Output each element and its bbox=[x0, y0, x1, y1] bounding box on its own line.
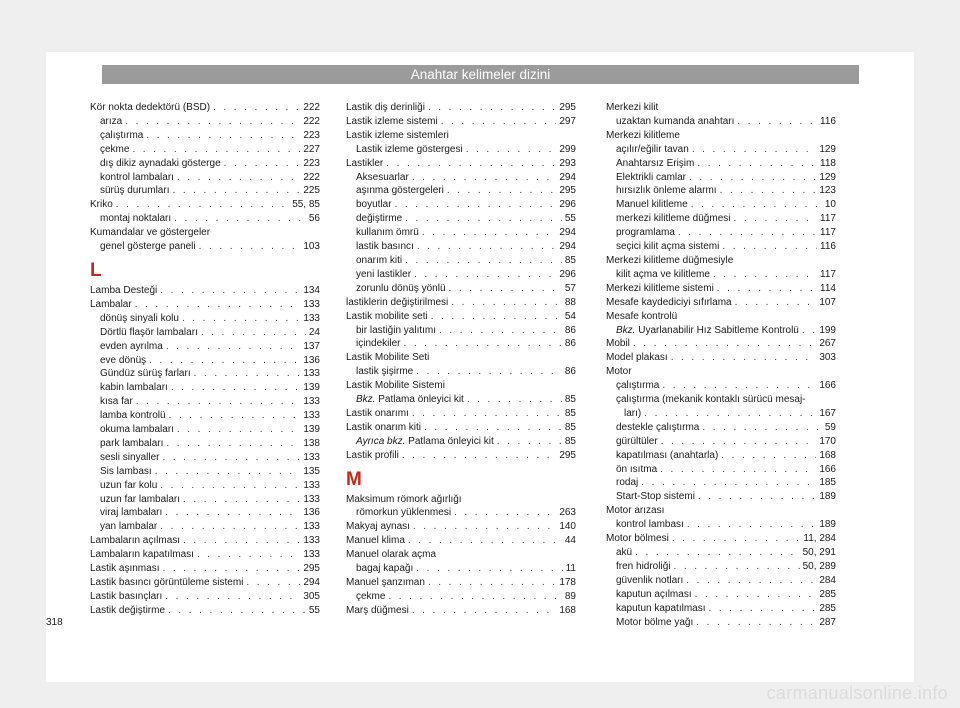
index-subentry: lastik basıncı . . . 294 bbox=[346, 240, 576, 254]
index-subentry: hırsızlık önleme alarmı . . . 123 bbox=[606, 184, 836, 198]
index-subentry: dönüş sinyali kolu . . . 133 bbox=[90, 312, 320, 326]
index-entry: Lastik değiştirme . . . 55 bbox=[90, 604, 320, 618]
index-subentry: rodaj . . . 185 bbox=[606, 476, 836, 490]
index-entry: Motor arızası bbox=[606, 505, 665, 517]
index-subentry: onarım kiti . . . 85 bbox=[346, 254, 576, 268]
index-subentry: uzun far lambaları . . . 133 bbox=[90, 493, 320, 507]
index-page bbox=[46, 52, 914, 682]
index-entry: Lastikler . . . 293 bbox=[346, 157, 576, 171]
index-subentry: ön ısıtma . . . 166 bbox=[606, 463, 836, 477]
index-subentry: yeni lastikler . . . 296 bbox=[346, 268, 576, 282]
index-entry: Lastik onarımı . . . 85 bbox=[346, 407, 576, 421]
index-entry: Lambalar . . . 133 bbox=[90, 298, 320, 312]
index-subentry: Aksesuarlar . . . 294 bbox=[346, 171, 576, 185]
index-subentry: kabin lambaları . . . 139 bbox=[90, 381, 320, 395]
index-column-1 bbox=[90, 101, 320, 618]
index-entry: Lastik Mobilite Sistemi bbox=[346, 380, 445, 392]
index-subentry: Gündüz sürüş farları . . . 133 bbox=[90, 367, 320, 381]
index-subentry: yan lambalar . . . 133 bbox=[90, 520, 320, 534]
index-entry: Lastik onarım kiti . . . 85 bbox=[346, 421, 576, 435]
index-entry: Kör nokta dedektörü (BSD) . . . 222 bbox=[90, 101, 320, 115]
page-number: 318 bbox=[46, 617, 63, 628]
index-subentry: Sis lambası . . . 135 bbox=[90, 465, 320, 479]
index-subentry: römorkun yüklenmesi . . . 263 bbox=[346, 506, 576, 520]
index-subentry: Manuel kilitleme . . . 10 bbox=[606, 198, 836, 212]
index-subentry: zorunlu dönüş yönlü . . . 57 bbox=[346, 282, 576, 296]
index-subentry: çalıştırma . . . 223 bbox=[90, 129, 320, 143]
index-subentry: Anahtarsız Erişim . . . 118 bbox=[606, 157, 836, 171]
index-subentry: park lambaları . . . 138 bbox=[90, 437, 320, 451]
index-entry: Makyaj aynası . . . 140 bbox=[346, 520, 576, 534]
index-entry: Mobil . . . 267 bbox=[606, 337, 836, 351]
index-subentry: lamba kontrolü . . . 133 bbox=[90, 409, 320, 423]
index-subentry: akü . . . 50, 291 bbox=[606, 546, 836, 560]
index-subentry: lastik şişirme . . . 86 bbox=[346, 365, 576, 379]
index-entry: Lambaların açılması . . . 133 bbox=[90, 534, 320, 548]
index-subentry: programlama . . . 117 bbox=[606, 226, 836, 240]
index-entry: lastiklerin değiştirilmesi . . . 88 bbox=[346, 296, 576, 310]
index-entry: Lastik izleme sistemi . . . 297 bbox=[346, 115, 576, 129]
index-entry: Lastik Mobilite Seti bbox=[346, 352, 430, 364]
index-entry: Mesafe kaydediciyi sıfırlama . . . 107 bbox=[606, 296, 836, 310]
index-subentry: dış dikiz aynadaki gösterge . . . 223 bbox=[90, 157, 320, 171]
index-subentry: Ayrıca bkz. Patlama önleyici kit . . . 85 bbox=[346, 435, 576, 449]
index-entry: Mesafe kontrolü bbox=[606, 310, 678, 322]
index-subentry: bagaj kapağı . . . 11 bbox=[346, 562, 576, 576]
index-subentry: Elektrikli camlar . . . 129 bbox=[606, 171, 836, 185]
index-subentry: arıza . . . 222 bbox=[90, 115, 320, 129]
index-entry: Merkezi kilitleme bbox=[606, 129, 680, 141]
index-subentry: Start-Stop sistemi . . . 189 bbox=[606, 490, 836, 504]
index-subentry: çekme . . . 89 bbox=[346, 590, 576, 604]
index-column-3 bbox=[606, 101, 836, 629]
index-entry: Maksimum römork ağırlığı bbox=[346, 493, 462, 505]
index-subentry: Dörtlü flaşör lambaları . . . 24 bbox=[90, 326, 320, 340]
index-column-2 bbox=[346, 101, 576, 618]
index-subentry: Bkz. Uyarlanabilir Hız Sabitleme Kontrolü . . . 199 bbox=[606, 324, 836, 338]
index-subentry: kontrol lambaları . . . 222 bbox=[90, 171, 320, 185]
index-subentry: uzaktan kumanda anahtarı . . . 116 bbox=[606, 115, 836, 129]
index-subentry: destekle çalıştırma . . . 59 bbox=[606, 421, 836, 435]
index-entry: Lastik basınçları . . . 305 bbox=[90, 590, 320, 604]
index-entry: Merkezi kilit bbox=[606, 102, 659, 113]
index-subentry: kilit açma ve kilitleme . . . 117 bbox=[606, 268, 836, 282]
index-subentry: içindekiler . . . 86 bbox=[346, 337, 576, 351]
index-subentry: güvenlik notları . . . 284 bbox=[606, 574, 836, 588]
index-subentry: viraj lambaları . . . 136 bbox=[90, 506, 320, 520]
index-entry: Lastik aşınması . . . 295 bbox=[90, 562, 320, 576]
index-subentry: gürültüler . . . 170 bbox=[606, 435, 836, 449]
index-subentry: fren hidroliği . . . 50, 289 bbox=[606, 560, 836, 574]
index-subentry: kontrol lambası . . . 189 bbox=[606, 518, 836, 532]
index-subentry: sürüş durumları . . . 225 bbox=[90, 184, 320, 198]
index-subentry: kaputun kapatılması . . . 285 bbox=[606, 602, 836, 616]
index-subentry: çalıştırma . . . 166 bbox=[606, 379, 836, 393]
index-subentry: açılır/eğilir tavan . . . 129 bbox=[606, 143, 836, 157]
index-entry: Lastik izleme sistemleri bbox=[346, 129, 449, 141]
index-subentry: bir lastiğin yalıtımı . . . 86 bbox=[346, 324, 576, 338]
index-subentry: çalıştırma (mekanik kontaklı sürücü mesaj- bbox=[616, 394, 806, 406]
watermark: carmanualsonline.info bbox=[766, 683, 948, 703]
index-entry: Kumandalar ve göstergeler bbox=[90, 227, 211, 239]
index-entry: Kriko . . . 55, 85 bbox=[90, 198, 320, 212]
index-entry: Lamba Desteği . . . 134 bbox=[90, 284, 320, 298]
index-subentry: Bkz. Patlama önleyici kit . . . 85 bbox=[346, 393, 576, 407]
index-subentry: boyutlar . . . 296 bbox=[346, 198, 576, 212]
index-subentry: değiştirme . . . 55 bbox=[346, 212, 576, 226]
index-subentry: okuma lambaları . . . 139 bbox=[90, 423, 320, 437]
index-subentry: eve dönüş . . . 136 bbox=[90, 354, 320, 368]
index-entry: Lambaların kapatılması . . . 133 bbox=[90, 548, 320, 562]
index-subentry: aşınma göstergeleri . . . 295 bbox=[346, 184, 576, 198]
index-subentry: sesli sinyaller . . . 133 bbox=[90, 451, 320, 465]
index-entry: Lastik basıncı görüntüleme sistemi . . . 294 bbox=[90, 576, 320, 590]
index-entry: Marş düğmesi . . . 168 bbox=[346, 604, 576, 618]
index-subentry: evden ayrılma . . . 137 bbox=[90, 340, 320, 354]
index-subentry: Motor bölme yağı . . . 287 bbox=[606, 616, 836, 630]
index-subentry: seçici kilit açma sistemi . . . 116 bbox=[606, 240, 836, 254]
index-entry: Manuel klima . . . 44 bbox=[346, 534, 576, 548]
index-entry: Lastik diş derinliği . . . 295 bbox=[346, 101, 576, 115]
index-entry: Lastik mobilite seti . . . 54 bbox=[346, 310, 576, 324]
section-letter-l: L bbox=[90, 259, 102, 281]
index-entry: Lastik profili . . . 295 bbox=[346, 449, 576, 463]
index-entry: Model plakası . . . 303 bbox=[606, 351, 836, 365]
index-subentry: genel gösterge paneli . . . 103 bbox=[90, 240, 320, 254]
index-subentry: ları) . . . 167 bbox=[606, 407, 836, 421]
section-letter-m: M bbox=[346, 468, 362, 490]
index-subentry: uzun far kolu . . . 133 bbox=[90, 479, 320, 493]
index-subentry: Lastik izleme göstergesi . . . 299 bbox=[346, 143, 576, 157]
index-entry: Motor bölmesi . . . 11, 284 bbox=[606, 532, 836, 546]
index-subentry: kullanım ömrü . . . 294 bbox=[346, 226, 576, 240]
index-entry: Manuel şanzıman . . . 178 bbox=[346, 576, 576, 590]
index-subentry: merkezi kilitleme düğmesi . . . 117 bbox=[606, 212, 836, 226]
index-subentry: kısa far . . . 133 bbox=[90, 395, 320, 409]
index-entry: Merkezi kilitleme sistemi . . . 114 bbox=[606, 282, 836, 296]
page-header: Anahtar kelimeler dizini bbox=[102, 65, 859, 84]
index-subentry: kapatılması (anahtarla) . . . 168 bbox=[606, 449, 836, 463]
index-subentry: kaputun açılması . . . 285 bbox=[606, 588, 836, 602]
index-entry: Manuel olarak açma bbox=[346, 549, 437, 561]
index-entry: Merkezi kilitleme düğmesiyle bbox=[606, 254, 734, 266]
index-subentry: montaj noktaları . . . 56 bbox=[90, 212, 320, 226]
index-entry: Motor bbox=[606, 366, 632, 378]
index-subentry: çekme . . . 227 bbox=[90, 143, 320, 157]
